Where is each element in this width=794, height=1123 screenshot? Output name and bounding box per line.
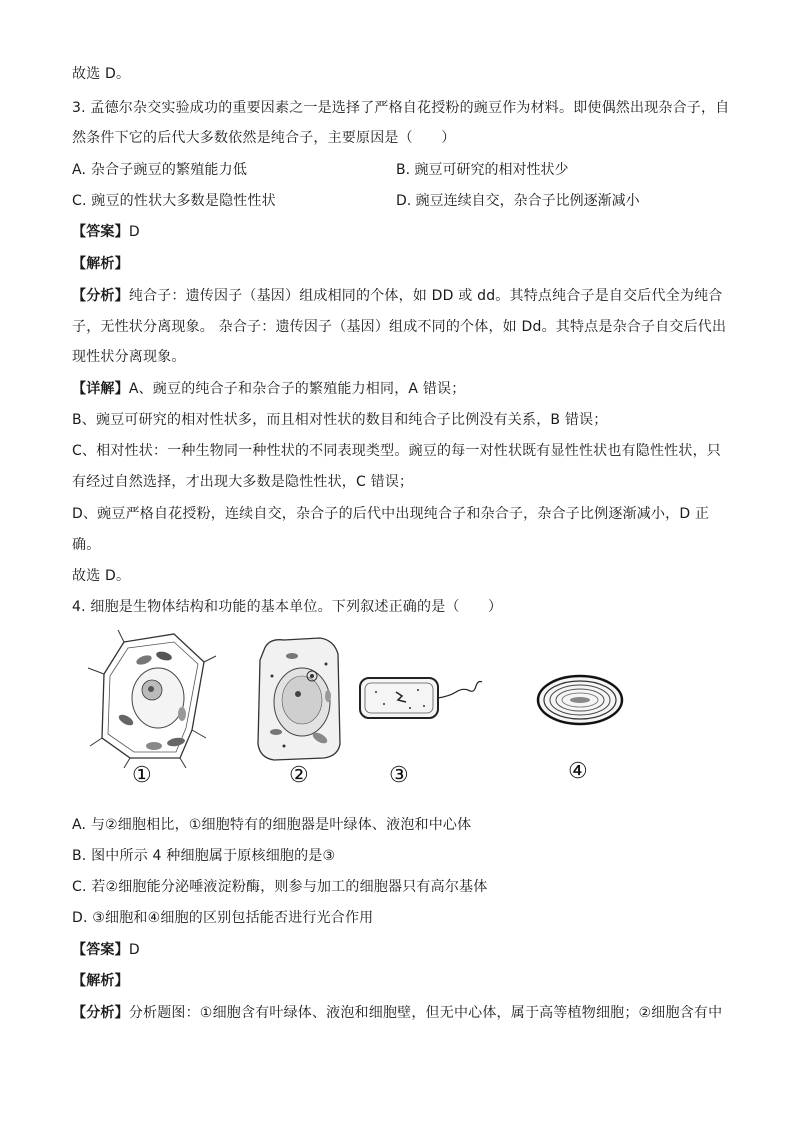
figure-label-2: ② (289, 763, 309, 788)
answer-tag: 【答案】 (72, 224, 129, 240)
question-3-detail-b: B、豌豆可研究的相对性状多，而且相对性状的数目和纯合子比例没有关系，B 错误； (72, 412, 608, 428)
question-4-answer-line (72, 940, 140, 960)
question-3-analysis-line-1 (72, 286, 723, 306)
figure-label-4: ④ (568, 759, 588, 784)
figure-label-1: ① (132, 763, 152, 788)
fenxi-tag: 【分析】 (72, 1005, 129, 1021)
fenxi-text: 纯合子：遗传因子（基因）组成相同的个体，如 DD 或 dd。其特点纯合子是自交后代全为纯合 (128, 288, 723, 304)
cell-figure (72, 630, 672, 800)
question-3-analysis-line-2: 子，无性状分离现象。 杂合子：遗传因子（基因）组成不同的个体，如 Dd。其特点是杂合子自交后代出 (72, 319, 727, 335)
question-3-answer-line (72, 222, 140, 242)
bacterium-illustration (360, 678, 482, 718)
animal-cell-illustration (258, 638, 340, 760)
question-3-detail-c-line-2: 有经过自然选择，才出现大多数是隐性性状，C 错误； (72, 474, 414, 490)
fenxi-tag: 【分析】 (72, 288, 129, 304)
answer-value: D (128, 224, 140, 240)
question-3-analysis-line-3: 现性状分离现象。 (72, 349, 186, 365)
plant-cell-illustration (88, 630, 216, 768)
question-3-detail-a (72, 379, 465, 399)
question-3-option-d: D. 豌豆连续自交，杂合子比例逐渐减小 (396, 193, 640, 209)
question-3-conclusion: 故选 D。 (72, 568, 131, 584)
question-3-option-c: C. 豌豆的性状大多数是隐性性状 (72, 193, 276, 209)
question-4-option-a: A. 与②细胞相比，①细胞特有的细胞器是叶绿体、液泡和中心体 (72, 817, 472, 833)
answer-value: D (128, 942, 140, 958)
question-4-stem: 4. 细胞是生物体结构和功能的基本单位。下列叙述正确的是（ ） (72, 599, 503, 615)
figure-label-3: ③ (389, 763, 409, 788)
question-3-detail-d-line-2: 确。 (72, 537, 101, 553)
fenxi-text: 分析题图：①细胞含有叶绿体、液泡和细胞壁，但无中心体，属于高等植物细胞；②细胞含有中 (128, 1005, 723, 1021)
xiangjie-tag: 【详解】 (72, 381, 129, 397)
question-4-option-b: B. 图中所示 4 种细胞属于原核细胞的是③ (72, 848, 336, 864)
cyanobacterium-illustration (538, 676, 622, 724)
question-3-detail-d-line-1: D、豌豆严格自花授粉，连续自交，杂合子的后代中出现纯合子和杂合子，杂合子比例逐渐减小，D 正 (72, 506, 710, 522)
question-4-analysis-line-1 (72, 1003, 722, 1023)
question-3-stem-line-2: 然条件下它的后代大多数依然是纯合子，主要原因是（ ） (72, 130, 456, 146)
question-3-stem-line-1: 3. 孟德尔杂交实验成功的重要因素之一是选择了严格自花授粉的豌豆作为材料。即使偶然出现杂合子，自 (72, 100, 730, 116)
question-3-option-b: B. 豌豆可研究的相对性状少 (396, 162, 569, 178)
question-3-detail-c-line-1: C、相对性状：一种生物同一种性状的不同表现类型。豌豆的每一对性状既有显性性状也有隐性性状，只 (72, 443, 721, 459)
detail-a-text: A、豌豆的纯合子和杂合子的繁殖能力相同，A 错误； (128, 381, 466, 397)
answer-tag: 【答案】 (72, 942, 129, 958)
question-4-option-c: C. 若②细胞能分泌唾液淀粉酶，则参与加工的细胞器只有高尔基体 (72, 879, 488, 895)
question-3-option-a: A. 杂合子豌豆的繁殖能力低 (72, 162, 248, 178)
analysis-tag: 【解析】 (72, 973, 129, 989)
analysis-tag: 【解析】 (72, 256, 129, 272)
conclusion-line: 故选 D。 (72, 66, 131, 82)
question-4-option-d: D. ③细胞和④细胞的区别包括能否进行光合作用 (72, 910, 374, 926)
